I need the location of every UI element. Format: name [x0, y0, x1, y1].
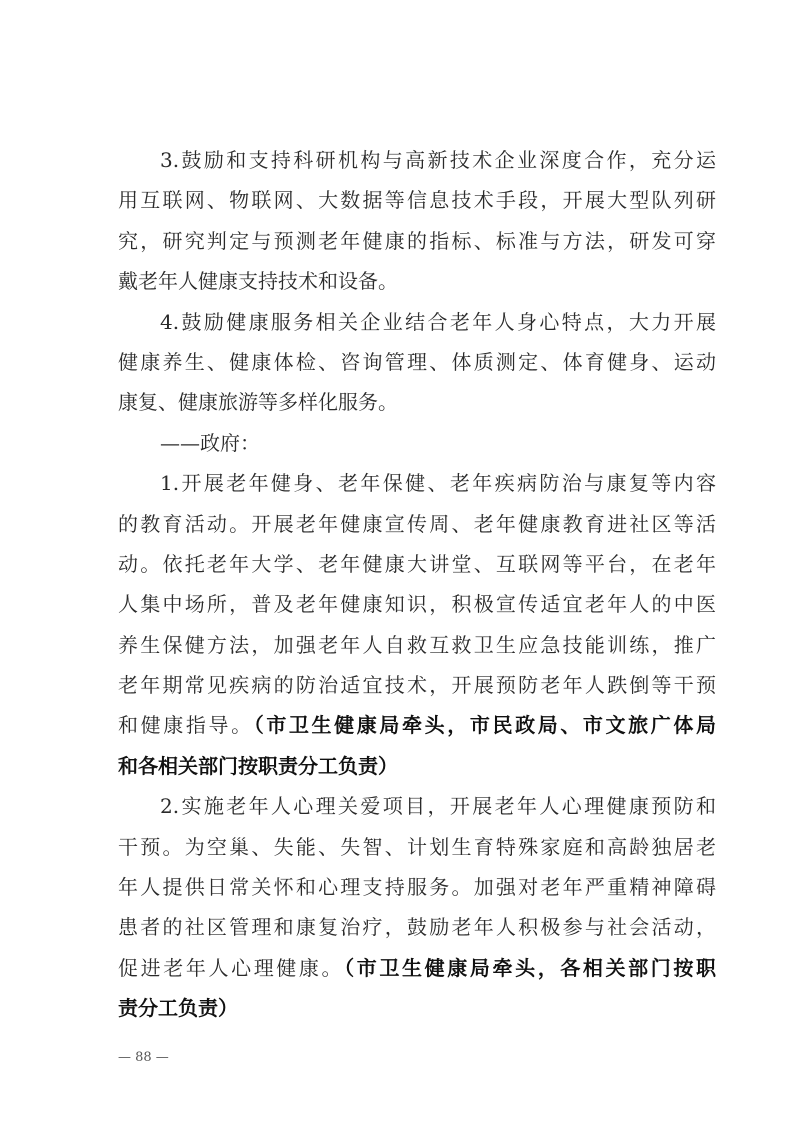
- gov-item-1-line-3: 动。依托老年大学、老年健康大讲堂、互联网等平台，在老年: [118, 551, 716, 576]
- gov-item-1-line-6: 老年期常见疾病的防治适宜技术，开展预防老年人跌倒等干预: [118, 673, 716, 698]
- gov-item-1-responsibility: （市卫生健康局牵头，市民政局、市文旅广体局: [253, 713, 717, 738]
- paragraph-4-line-2: 健康养生、健康体检、咨询管理、体质测定、体育健身、运动: [118, 349, 716, 374]
- paragraph-4-line-1: 4.鼓励健康服务相关企业结合老年人身心特点，大力开展: [160, 309, 716, 334]
- page-number: — 88 —: [118, 1050, 169, 1065]
- gov-item-1-line-4: 人集中场所，普及老年健康知识，积极宣传适宜老年人的中医: [118, 592, 716, 617]
- gov-item-1-line-7: [118, 705, 716, 745]
- paragraph-3-line-1: 3.鼓励和支持科研机构与高新技术企业深度合作，充分运: [160, 148, 716, 172]
- gov-item-2-line-1: 2.实施老年人心理关爱项目，开展老年人心理健康预防和: [160, 794, 716, 819]
- gov-item-2-line-2: 干预。为空巢、失能、失智、计划生育特殊家庭和高龄独居老: [118, 834, 716, 859]
- paragraph-3-line-2: 用互联网、物联网、大数据等信息技术手段，开展大型队列研: [118, 188, 716, 213]
- gov-item-1-line-2: 的教育活动。开展老年健康宣传周、老年健康教育进社区等活: [118, 511, 716, 536]
- gov-item-2-line-5: [118, 948, 716, 988]
- document-body: [118, 140, 716, 1029]
- gov-item-2-line-4: 患者的社区管理和康复治疗，鼓励老年人积极参与社会活动，: [118, 915, 716, 940]
- gov-item-1-line-5: 养生保健方法，加强老年人自救互救卫生应急技能训练，推广: [118, 632, 716, 657]
- paragraph-3-line-3: 究，研究判定与预测老年健康的指标、标准与方法，研发可穿: [118, 228, 716, 253]
- gov-item-2-line-3: 年人提供日常关怀和心理支持服务。加强对老年严重精神障碍: [118, 875, 716, 900]
- gov-item-1-last-text: 和健康指导。: [118, 713, 254, 738]
- paragraph-3-line-4: 戴老年人健康支持技术和设备。: [118, 269, 398, 294]
- paragraph-4-line-3: 康复、健康旅游等多样化服务。: [118, 390, 398, 415]
- gov-item-2-last-text: 促进老年人心理健康。: [118, 955, 345, 980]
- gov-item-2-responsibility-cont: 责分工负责）: [118, 996, 238, 1021]
- gov-item-1-line-1: 1.开展老年健身、老年保健、老年疾病防治与康复等内容: [160, 471, 716, 496]
- gov-item-1-responsibility-cont: 和各相关部门按职责分工负责）: [118, 753, 398, 778]
- section-heading-government: ——政府：: [160, 430, 260, 455]
- gov-item-2-responsibility: （市卫生健康局牵头，各相关部门按职: [344, 955, 717, 980]
